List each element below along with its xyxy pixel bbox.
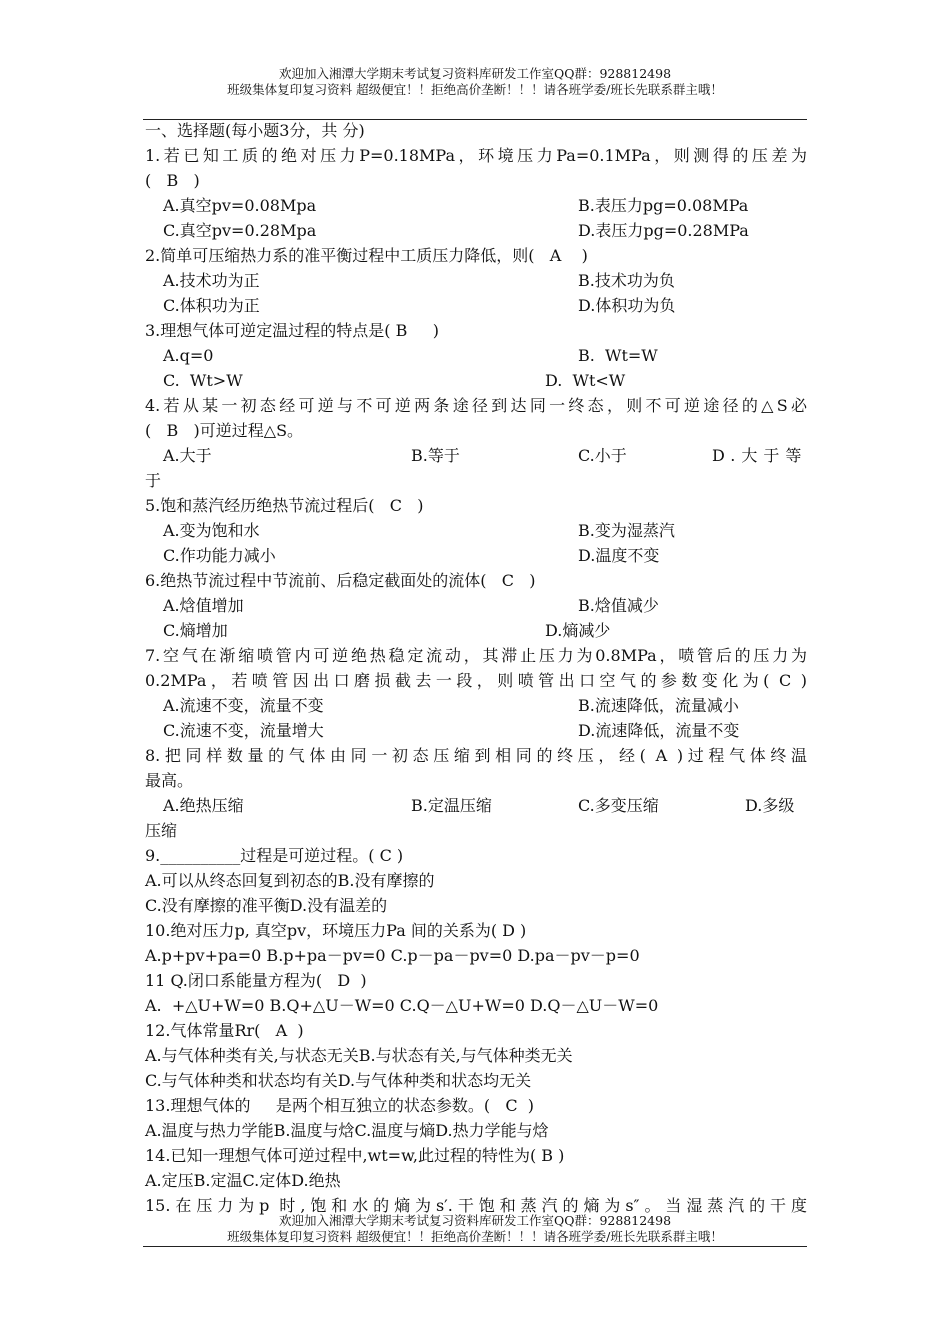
q1-option-b: B.表压力pg=0.08MPa	[578, 196, 749, 215]
q2-option-b: B.技术功为负	[578, 271, 675, 290]
q5-option-b: B.变为湿蒸汽	[578, 521, 675, 540]
q9-options-cd: C.没有摩擦的准平衡D.没有温差的	[145, 896, 388, 915]
q12-options-cd: C.与气体种类和状态均有关D.与气体种类和状态均无关	[145, 1071, 532, 1090]
q2-option-c: C.体积功为正	[163, 296, 260, 315]
q1-option-c: C.真空pv=0.28Mpa	[163, 221, 317, 240]
q5-option-a: A.变为饱和水	[163, 521, 260, 540]
q8-option-b: B.定温压缩	[411, 796, 492, 815]
q2-option-d: D.体积功为负	[578, 296, 676, 315]
q3-option-a: A.q=0	[163, 346, 214, 365]
q4-option-b: B.等于	[411, 446, 460, 465]
page-footer	[143, 1213, 807, 1245]
q3-option-d: D. Wt<W	[545, 371, 626, 390]
q7-stem-line-2: 0.2MPa，若喷管因出口磨损截去一段，则喷管出口空气的参数变化为( C )	[145, 671, 807, 690]
footer-line-1: 欢迎加入湘潭大学期末考试复习资料库研发工作室QQ群：928812498	[278, 1213, 672, 1228]
q10-stem: 10.绝对压力p, 真空pv，环境压力Pa 间的关系为( D )	[145, 921, 527, 940]
q8-option-d-continued: 压缩	[145, 821, 178, 840]
q8-option-d: D.多级	[745, 796, 795, 815]
q1-option-d: D.表压力pg=0.28MPa	[578, 221, 749, 240]
q7-option-d: D.流速降低，流量不变	[578, 721, 740, 740]
q4-option-a: A.大于	[163, 446, 212, 465]
q13-options: A.温度与热力学能B.温度与焓C.温度与熵D.热力学能与焓	[145, 1121, 549, 1140]
page-header	[143, 66, 807, 98]
q11-stem: 11 Q.闭口系能量方程为( D )	[145, 971, 367, 990]
q3-option-c: C. Wt>W	[163, 371, 243, 390]
q4-stem-line-1: 4.若从某一初态经可逆与不可逆两条途径到达同一终态，则不可逆途径的△S必	[145, 396, 807, 415]
q4-option-d: D.大于等	[712, 446, 808, 465]
q11-options: A. +△U+W=0 B.Q+△U－W=0 C.Q－△U+W=0 D.Q－△U－W=0	[145, 996, 659, 1015]
q15-stem: 15.在压力为p 时,饱和水的熵为s′.干饱和蒸汽的熵为s″。当湿蒸汽的干度	[145, 1196, 807, 1215]
q6-option-d: D.熵减少	[545, 621, 611, 640]
q8-stem-line-2: 最高。	[145, 771, 194, 790]
header-line-2: 班级集体复印复习资料 超级便宜！！拒绝高价垄断！！！请各班学委/班长先联系群主哦！	[227, 82, 723, 97]
q5-stem: 5.饱和蒸汽经历绝热节流过程后( C )	[145, 496, 424, 515]
q7-stem-line-1: 7.空气在渐缩喷管内可逆绝热稳定流动，其滞止压力为0.8MPa，喷管后的压力为	[145, 646, 807, 665]
q6-stem: 6.绝热节流过程中节流前、后稳定截面处的流体( C )	[145, 571, 536, 590]
q10-options: A.p+pv+pa=0 B.p+pa－pv=0 C.p－pa－pv=0 D.pa－pv－p=0	[145, 946, 640, 965]
q6-option-a: A.焓值增加	[163, 596, 244, 615]
q2-option-a: A.技术功为正	[163, 271, 260, 290]
q6-option-b: B.焓值减少	[578, 596, 659, 615]
footer-rule	[143, 1246, 807, 1247]
q1-stem-line-1: 1.若已知工质的绝对压力P=0.18MPa，环境压力Pa=0.1MPa，则测得的压差为	[145, 146, 807, 165]
q1-stem-line-2: ( B )	[145, 171, 200, 190]
q7-option-c: C.流速不变，流量增大	[163, 721, 324, 740]
q2-stem: 2.简单可压缩热力系的准平衡过程中工质压力降低，则( A )	[145, 246, 588, 265]
q9-stem: 9.__________过程是可逆过程。( C )	[145, 846, 404, 865]
header-line-1: 欢迎加入湘潭大学期末考试复习资料库研发工作室QQ群：928812498	[278, 66, 672, 81]
q5-option-c: C.作功能力减小	[163, 546, 276, 565]
footer-line-2: 班级集体复印复习资料 超级便宜！！拒绝高价垄断！！！请各班学委/班长先联系群主哦！	[227, 1229, 723, 1244]
q8-option-a: A.绝热压缩	[163, 796, 244, 815]
q3-option-b: B. Wt=W	[578, 346, 658, 365]
q4-stem-line-2: ( B )可逆过程△S。	[145, 421, 304, 440]
q12-options-ab: A.与气体种类有关,与状态无关B.与状态有关,与气体种类无关	[145, 1046, 573, 1065]
q7-option-b: B.流速降低，流量减小	[578, 696, 739, 715]
q6-option-c: C.熵增加	[163, 621, 228, 640]
q1-option-a: A.真空pv=0.08Mpa	[163, 196, 317, 215]
q14-stem: 14.已知一理想气体可逆过程中,wt=w,此过程的特性为( B )	[145, 1146, 565, 1165]
q9-options-ab: A.可以从终态回复到初态的B.没有摩擦的	[145, 871, 435, 890]
q8-stem-line-1: 8.把同样数量的气体由同一初态压缩到相同的终压，经( A )过程气体终温	[145, 746, 807, 765]
header-rule	[143, 119, 807, 120]
section-title: 一、选择题(每小题3分，共 分)	[145, 121, 365, 140]
q13-stem: 13.理想气体的 是两个相互独立的状态参数。( C )	[145, 1096, 535, 1115]
q14-options: A.定压B.定温C.定体D.绝热	[145, 1171, 341, 1190]
q5-option-d: D.温度不变	[578, 546, 660, 565]
q8-option-c: C.多变压缩	[578, 796, 659, 815]
q3-stem: 3.理想气体可逆定温过程的特点是( B )	[145, 321, 440, 340]
q7-option-a: A.流速不变，流量不变	[163, 696, 324, 715]
q4-option-d-continued: 于	[145, 471, 162, 490]
q12-stem: 12.气体常量Rr( A )	[145, 1021, 304, 1040]
q4-option-c: C.小于	[578, 446, 627, 465]
